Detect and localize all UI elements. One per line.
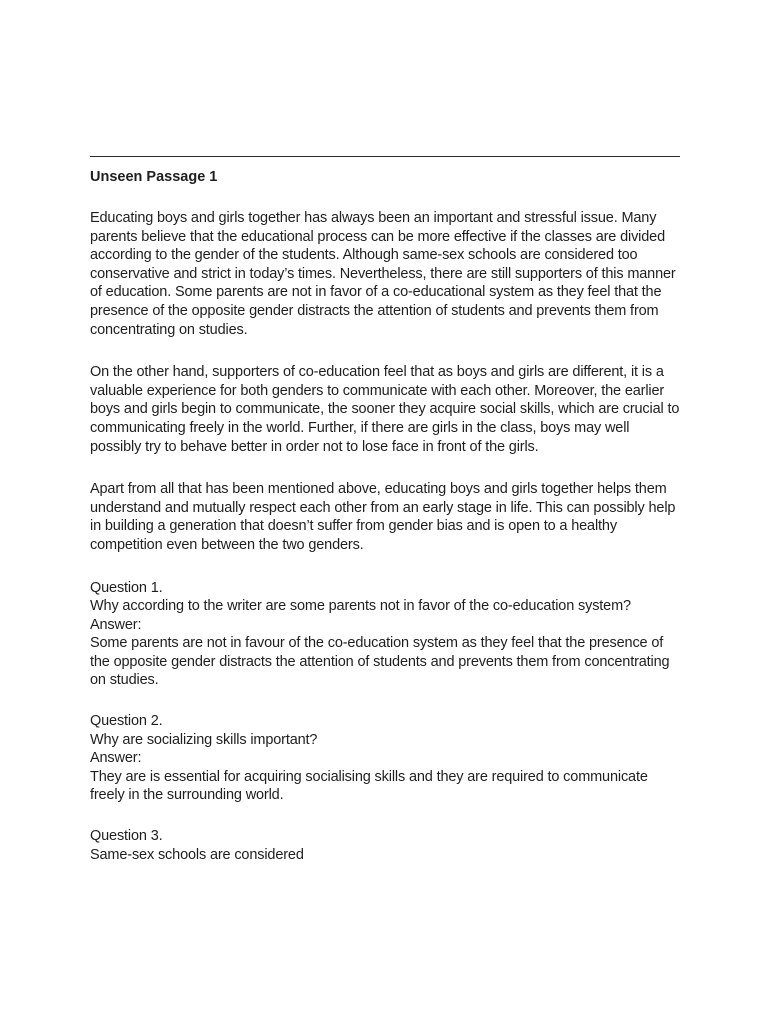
passage-paragraph-2: On the other hand, supporters of co-education feel that as boys and girls are different, it is a valuable experience for both genders to communicate with each other. Moreover, the earlier boys and girls begin to communicate, the sooner they acquire social skills, which are crucial to communicating freely in the world. Further, if there are girls in the class, boys may well possibly try to behave better in order not to lose face in front of the girls. <box>90 364 680 455</box>
question-label: Question 3. <box>90 828 163 845</box>
answer-label: Answer: <box>90 616 142 633</box>
passage-paragraph-1: Educating boys and girls together has always been an important and stressful issue. Many parents believe that the educational process can be more effective if the classes are divided according to the gender of the students. Although same-sex schools are considered too conservative and strict in today’s times. Nevertheless, there are still supporters of this manner of education. Some parents are not in favor of a co-educational system as they feel that the presence of the opposite gender distracts the attention of students and prevents them from concentrating on studies. <box>90 210 676 338</box>
question-block-2 <box>90 712 680 805</box>
answer-text: They are is essential for acquiring socialising skills and they are required to communicate freely in the surrounding world. <box>90 768 648 804</box>
question-block-3 <box>90 827 680 864</box>
header-divider <box>90 156 680 157</box>
question-text: Same-sex schools are considered <box>90 846 304 863</box>
passage-paragraph-3: Apart from all that has been mentioned above, educating boys and girls together helps them understand and mutually respect each other from an early stage in life. This can possibly help in building a generation that doesn’t suffer from gender bias and is open to a healthy competition even between the two genders. <box>90 481 676 553</box>
question-block-1 <box>90 579 680 691</box>
document-page <box>90 0 680 1024</box>
answer-label: Answer: <box>90 750 142 767</box>
passage-content <box>90 209 680 886</box>
question-label: Question 2. <box>90 713 163 730</box>
passage-title: Unseen Passage 1 <box>90 169 218 185</box>
question-text: Why are socializing skills important? <box>90 731 318 748</box>
question-text: Why according to the writer are some parents not in favor of the co-education system? <box>90 598 631 615</box>
answer-text: Some parents are not in favour of the co-education system as they feel that the presence of the opposite gender distracts the attention of students and prevents them from concentrating on studies. <box>90 635 670 689</box>
question-label: Question 1. <box>90 579 163 596</box>
